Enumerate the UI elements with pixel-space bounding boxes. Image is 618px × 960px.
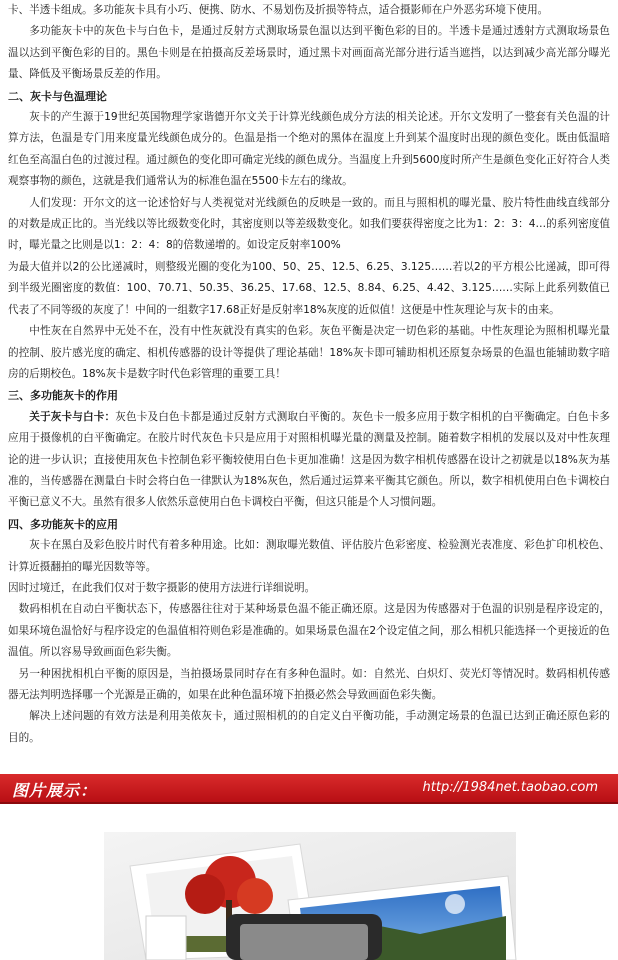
product-photo: [0, 804, 618, 960]
section-heading-function: 三、多功能灰卡的作用: [8, 389, 118, 403]
picture-showcase-banner: [0, 774, 618, 804]
paragraph-neutral-gray: 中性灰在自然界中无处不在，没有中性灰就没有真实的色彩。灰色平衡是决定一切色彩的基础。中性灰理论为照相机曝光量的控制、胶片感光度的确定、相机传感器的设计等提供了理论基础！18%灰卡即可辅助相机还原复杂场景的色温也能辅助数字暗房的后期校色。18%灰卡是数字时代色彩管理的重要工具！: [8, 325, 610, 380]
gray-card-holder: [226, 914, 382, 960]
intro-line: 卡、半透卡组成。多功能灰卡具有小巧、便携、防水、不易划伤及折损等特点，适合摄影师在户外恶劣环境下使用。: [8, 4, 549, 16]
section-heading-application: 四、多功能灰卡的应用: [8, 517, 118, 531]
paragraph-solution: 解决上述问题的有效方法是利用美侬灰卡，通过照相机的的自定义白平衡功能，手动测定场景的色温已达到正确还原色彩的目的。: [8, 710, 610, 744]
white-card: [146, 916, 186, 960]
paragraph-auto-wb: 数码相机在自动白平衡状态下，传感器往往对于某种场景色温不能正确还原。这是因为传感器对于色温的识别是程序设定的，如果环境色温恰好与程序设定的色温值相符则色彩是准确的。如果场景色温在2个设定值之间，那么相机只能选择一个更接近的色温值。所以容易导致画面色彩失衡。: [8, 603, 610, 659]
article-body: [8, 0, 610, 749]
paragraph-gray-vs-white: [8, 407, 610, 514]
paragraph-gray-vs-white-text: 灰色卡及白色卡都是通过反射方式测取白平衡的。灰色卡一般多应用于数字相机的白平衡确定。白色卡多应用于摄像机的白平衡确定。在胶片时代灰色卡只是应用于对照相机曝光量的测量及控制。随着数字相机的发展以及对中性灰理论的进一步认识；直接使用灰色卡控制色彩平衡较使用白色卡更加准确！这是因为数字相机传感器在设计之初就是以18%灰为基准的，当传感器在测量白卡时会将白色一律默认为18%灰色，然后通过运算来平衡其它颜色。所以，数字相机使用白色卡调校白平衡已意义不大。虽然有很多人依然乐意使用白色卡调校白平衡，但这只能是个人习惯问题。: [8, 410, 611, 509]
banner-title: 图片展示：: [12, 781, 98, 800]
section-heading-color-temperature: 二、灰卡与色温理论: [8, 89, 107, 103]
paragraph-film-era: 灰卡在黑白及彩色胶片时代有着多种用途。比如：测取曝光数值、评估胶片色彩密度、检验测光表准度、彩色扩印机校色、计算近摄翻拍的曝光因数等等。: [8, 539, 610, 573]
shop-url-link[interactable]: http://1984net.taobao.com: [422, 780, 598, 795]
paragraph-kelvin: 灰卡的产生源于19世纪英国物理学家谐德开尔文关于计算光线颜色成分方法的相关论述。开尔文发明了一整套有关色温的计算方法，色温是专门用来度量光线颜色成分的。色温是指一个绝对的黑体在温度上升到某个温度时出现的颜色变化。既由低温暗红色至高温白色的过渡过程。通过颜色的变化即可确定光线的颜色成分。当温度上升到5600度时所产生是颜色变化正好符合人类观察事物的颜色，这就是我们通常认为的标准色温在5500卡左右的缘故。: [8, 111, 610, 188]
intro-paragraph: 多功能灰卡中的灰色卡与白色卡，是通过反射方式测取场景色温以达到平衡色彩的目的。半透卡是通过透射方式测取场景色温以达到平衡色彩的目的。黑色卡则是在拍摄高反差场景时，通过黑卡对画面高光部分进行适当遮挡，以达到减少高光部分曝光量、降低及平衡场景反差的作用。: [8, 25, 610, 81]
paragraph-digital-note: 因时过境迁，在此我们仅对于数字摄影的使用方法进行详细说明。: [8, 581, 316, 594]
paragraph-aperture-values: 为最大值并以2的公比递减时，则整级光圈的变化为100、50、25、12.5、6.25、3.125……若以2的平方根公比递减，即可得到半级光圈密度的数值：100、70.71、50.35、36.25、17.68、12.5、8.84、6.25、4.42、3.125……实际上此系列数值已代表了不同等级的灰度了！中间的一组数字17.68正好是反射率18%灰度的近似值！这便是中性灰理论与灰卡的由来。: [8, 260, 610, 316]
paragraph-discovery: 人们发现：开尔文的这一论述恰好与人类视觉对光线颜色的反映是一致的。而且与照相机的曝光量、胶片特性曲线直线部分的对数是成正比的。当光线以等比级数变化时，其密度则以等差级数变化。如我们要获得密度之比为1：2：3：4…的系列密度值时，曝光量之比则是以1：2：4：8的倍数递增的。如设定反射率100%: [8, 196, 610, 252]
product-photo-illustration: [0, 804, 618, 960]
lead-gray-white-card: 关于灰卡与白卡：: [29, 410, 116, 423]
paragraph-mixed-light: 另一种困扰相机白平衡的原因是，当拍摄场景同时存在有多种色温时。如：自然光、白炽灯、荧光灯等情况时。数码相机传感器无法判明选择哪一个光源是正确的，如果在此种色温环境下拍摄必然会导致画面色彩失衡。: [8, 667, 610, 701]
